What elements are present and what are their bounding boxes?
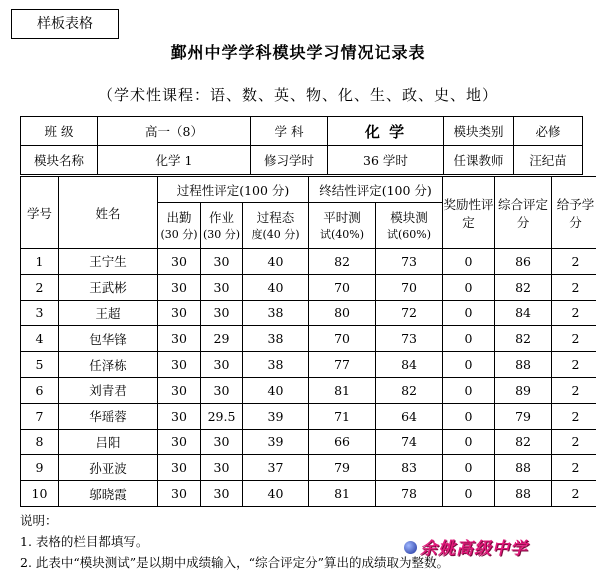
- credit-cell: 2: [552, 377, 596, 403]
- overall-score-cell: 82: [495, 326, 552, 352]
- module-label: 模块名称: [21, 146, 98, 175]
- module-test-score-cell: 64: [376, 403, 443, 429]
- module-test-score-cell: 78: [376, 481, 443, 507]
- category-value: 必修: [514, 117, 583, 146]
- table-row: [21, 326, 596, 352]
- student-name-cell: 刘青君: [59, 377, 158, 403]
- subject-value: 化 学: [328, 117, 444, 146]
- attitude-score-cell: 40: [243, 377, 309, 403]
- student-no-cell: 2: [21, 274, 59, 300]
- credit-cell: 2: [552, 326, 596, 352]
- reward-score-cell: 0: [443, 429, 495, 455]
- attendance-score-cell: 30: [158, 377, 201, 403]
- credit-cell: 2: [552, 481, 596, 507]
- student-name-cell: 孙亚波: [59, 455, 158, 481]
- module-test-score-cell: 73: [376, 249, 443, 275]
- notes: [20, 510, 449, 573]
- credit-cell: 2: [552, 455, 596, 481]
- module-test-score-cell: 72: [376, 300, 443, 326]
- student-no-cell: 4: [21, 326, 59, 352]
- reward-eval-header: 奖励性评定: [443, 177, 495, 249]
- student-no-cell: 8: [21, 429, 59, 455]
- grade-record-table: [20, 176, 596, 507]
- globe-icon: [404, 541, 417, 554]
- attitude-score-cell: 38: [243, 326, 309, 352]
- module-test-score-cell: 70: [376, 274, 443, 300]
- attitude-score-cell: 38: [243, 300, 309, 326]
- reward-score-cell: 0: [443, 326, 495, 352]
- overall-score-cell: 89: [495, 377, 552, 403]
- table-row: [21, 403, 596, 429]
- overall-score-cell: 82: [495, 274, 552, 300]
- homework-score-cell: 30: [201, 429, 243, 455]
- student-name-header: 姓名: [59, 177, 158, 249]
- attendance-header: 出勤 (30 分): [158, 203, 201, 249]
- quiz-score-cell: 70: [309, 326, 376, 352]
- watermark-text: 余姚高级中学: [420, 539, 528, 559]
- attitude-score-cell: 40: [243, 274, 309, 300]
- module-test-score-cell: 82: [376, 377, 443, 403]
- table-row: [21, 455, 596, 481]
- hours-label: 修习学时: [251, 146, 328, 175]
- student-no-cell: 5: [21, 352, 59, 378]
- hours-value: 36 学时: [328, 146, 444, 175]
- reward-score-cell: 0: [443, 377, 495, 403]
- reward-score-cell: 0: [443, 249, 495, 275]
- grade-table-body: [21, 249, 596, 507]
- homework-score-cell: 29: [201, 326, 243, 352]
- note-line-2: 2. 此表中“模块测试”是以期中成绩输入，“综合评定分”算出的成绩取为整数。: [20, 555, 449, 570]
- credit-cell: 2: [552, 249, 596, 275]
- quiz-score-cell: 81: [309, 377, 376, 403]
- homework-score-cell: 30: [201, 377, 243, 403]
- reward-score-cell: 0: [443, 352, 495, 378]
- student-no-cell: 7: [21, 403, 59, 429]
- homework-score-cell: 29.5: [201, 403, 243, 429]
- page-subtitle: （学术性课程：语、数、英、物、化、生、政、史、地）: [97, 86, 498, 104]
- course-info-row-2: [21, 146, 583, 175]
- attendance-score-cell: 30: [158, 352, 201, 378]
- module-test-score-cell: 84: [376, 352, 443, 378]
- attendance-score-cell: 30: [158, 300, 201, 326]
- module-test-score-cell: 83: [376, 455, 443, 481]
- quiz-score-cell: 79: [309, 455, 376, 481]
- teacher-label: 任课教师: [444, 146, 514, 175]
- quiz-score-cell: 71: [309, 403, 376, 429]
- reward-score-cell: 0: [443, 300, 495, 326]
- attitude-score-cell: 38: [243, 352, 309, 378]
- student-name-cell: 王超: [59, 300, 158, 326]
- overall-score-header: 综合评定分: [495, 177, 552, 249]
- table-row: [21, 274, 596, 300]
- course-info-row-1: [21, 117, 583, 146]
- attitude-score-cell: 39: [243, 429, 309, 455]
- reward-score-cell: 0: [443, 455, 495, 481]
- reward-score-cell: 0: [443, 481, 495, 507]
- credit-cell: 2: [552, 300, 596, 326]
- subject-label: 学 科: [251, 117, 328, 146]
- overall-score-cell: 84: [495, 300, 552, 326]
- homework-score-cell: 30: [201, 274, 243, 300]
- attendance-score-cell: 30: [158, 481, 201, 507]
- process-eval-header: 过程性评定(100 分): [158, 177, 309, 203]
- table-row: [21, 377, 596, 403]
- homework-header: 作业 (30 分): [201, 203, 243, 249]
- module-test-score-cell: 74: [376, 429, 443, 455]
- page-title: 鄞州中学学科模块学习情况记录表: [170, 43, 426, 62]
- table-row: [21, 249, 596, 275]
- student-name-cell: 王武彬: [59, 274, 158, 300]
- reward-score-cell: 0: [443, 274, 495, 300]
- homework-score-cell: 30: [201, 481, 243, 507]
- overall-score-cell: 88: [495, 481, 552, 507]
- class-value: 高一（8）: [98, 117, 251, 146]
- attitude-score-cell: 40: [243, 481, 309, 507]
- quiz-score-cell: 77: [309, 352, 376, 378]
- quiz-score-cell: 81: [309, 481, 376, 507]
- homework-score-cell: 30: [201, 352, 243, 378]
- reward-score-cell: 0: [443, 403, 495, 429]
- table-row: [21, 300, 596, 326]
- attendance-score-cell: 30: [158, 274, 201, 300]
- attitude-header: 过程态 度(40 分): [243, 203, 309, 249]
- attendance-score-cell: 30: [158, 429, 201, 455]
- table-row: [21, 481, 596, 507]
- overall-score-cell: 82: [495, 429, 552, 455]
- homework-score-cell: 30: [201, 455, 243, 481]
- school-logo-watermark: [404, 534, 584, 564]
- credit-cell: 2: [552, 403, 596, 429]
- attitude-score-cell: 37: [243, 455, 309, 481]
- student-no-header: 学号: [21, 177, 59, 249]
- overall-score-cell: 88: [495, 455, 552, 481]
- credit-cell: 2: [552, 429, 596, 455]
- quiz-score-cell: 66: [309, 429, 376, 455]
- summative-eval-header: 终结性评定(100 分): [309, 177, 443, 203]
- student-no-cell: 3: [21, 300, 59, 326]
- quiz-score-cell: 80: [309, 300, 376, 326]
- module-test-score-cell: 73: [376, 326, 443, 352]
- attendance-score-cell: 30: [158, 455, 201, 481]
- attendance-score-cell: 30: [158, 249, 201, 275]
- student-no-cell: 1: [21, 249, 59, 275]
- homework-score-cell: 30: [201, 300, 243, 326]
- credit-cell: 2: [552, 352, 596, 378]
- student-name-cell: 包华锋: [59, 326, 158, 352]
- student-name-cell: 吕阳: [59, 429, 158, 455]
- quiz-score-cell: 82: [309, 249, 376, 275]
- module-test-header: 模块测 试(60%): [376, 203, 443, 249]
- overall-score-cell: 86: [495, 249, 552, 275]
- student-no-cell: 6: [21, 377, 59, 403]
- credit-cell: 2: [552, 274, 596, 300]
- module-value: 化学 1: [98, 146, 251, 175]
- student-no-cell: 10: [21, 481, 59, 507]
- header-row-1: [21, 177, 596, 203]
- overall-score-cell: 79: [495, 403, 552, 429]
- student-name-cell: 华瑶蓉: [59, 403, 158, 429]
- student-name-cell: 王宁生: [59, 249, 158, 275]
- credit-header: 给予学分: [552, 177, 596, 249]
- attendance-score-cell: 30: [158, 403, 201, 429]
- category-label: 模块类别: [444, 117, 514, 146]
- quiz-score-cell: 70: [309, 274, 376, 300]
- student-no-cell: 9: [21, 455, 59, 481]
- class-label: 班 级: [21, 117, 98, 146]
- sample-form-label: 样板表格: [11, 9, 119, 39]
- attendance-score-cell: 30: [158, 326, 201, 352]
- notes-heading: 说明：: [20, 513, 58, 528]
- course-info-table: [20, 116, 583, 175]
- overall-score-cell: 88: [495, 352, 552, 378]
- table-row: [21, 429, 596, 455]
- teacher-value: 汪纪苗: [514, 146, 583, 175]
- attitude-score-cell: 40: [243, 249, 309, 275]
- quiz-header: 平时测 试(40%): [309, 203, 376, 249]
- student-name-cell: 任泽栋: [59, 352, 158, 378]
- homework-score-cell: 30: [201, 249, 243, 275]
- note-line-1: 1. 表格的栏目都填写。: [20, 534, 149, 549]
- attitude-score-cell: 39: [243, 403, 309, 429]
- table-row: [21, 352, 596, 378]
- student-name-cell: 邬晓霞: [59, 481, 158, 507]
